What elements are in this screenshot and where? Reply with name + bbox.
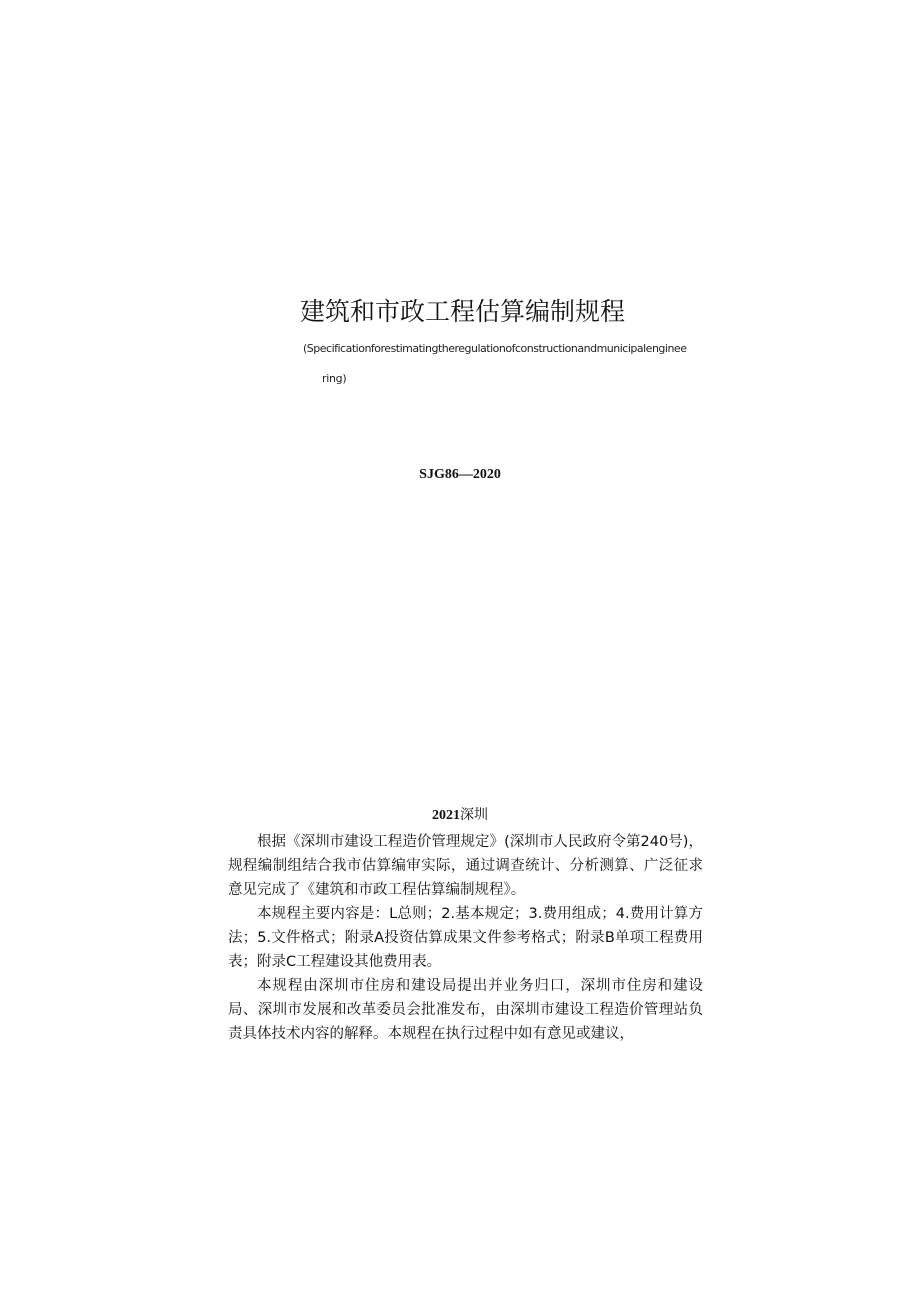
preface-paragraph-1: 根据《深圳市建设工程造价管理规定》(深圳市人民政府令第240号)，规程编制组结合我市估算编审实际，通过调查统计、分析测算、广泛征求意见完成了《建筑和市政工程估算编制规程》。 xyxy=(228,834,703,898)
standard-code: SJG86—2020 xyxy=(419,467,501,482)
preface-body xyxy=(228,830,703,1046)
preface-paragraph-3: 本规程由深圳市住房和建设局提出并业务归口，深圳市住房和建设局、深圳市发展和改革委员会批准发布，由深圳市建设工程造价管理站负责具体技术内容的解释。本规程在执行过程中如有意见或建议， xyxy=(228,978,703,1042)
document-title-english-line-1: (Specificationforestimatingtheregulationofconstructionandmunicipalenginee xyxy=(303,342,687,355)
publication-year: 2021 xyxy=(432,808,460,823)
document-title-english-line-2: ring) xyxy=(322,372,347,385)
preface-paragraph-2: 本规程主要内容是：L总则；2.基本规定；3.费用组成；4.费用计算方法；5.文件格式；附录A投资估算成果文件参考格式；附录B单项工程费用表；附录C工程建设其他费用表。 xyxy=(228,906,703,970)
document-title: 建筑和市政工程估算编制规程 xyxy=(300,297,626,326)
publication-place: 深圳 xyxy=(460,807,488,823)
publication-place-year xyxy=(0,805,920,826)
